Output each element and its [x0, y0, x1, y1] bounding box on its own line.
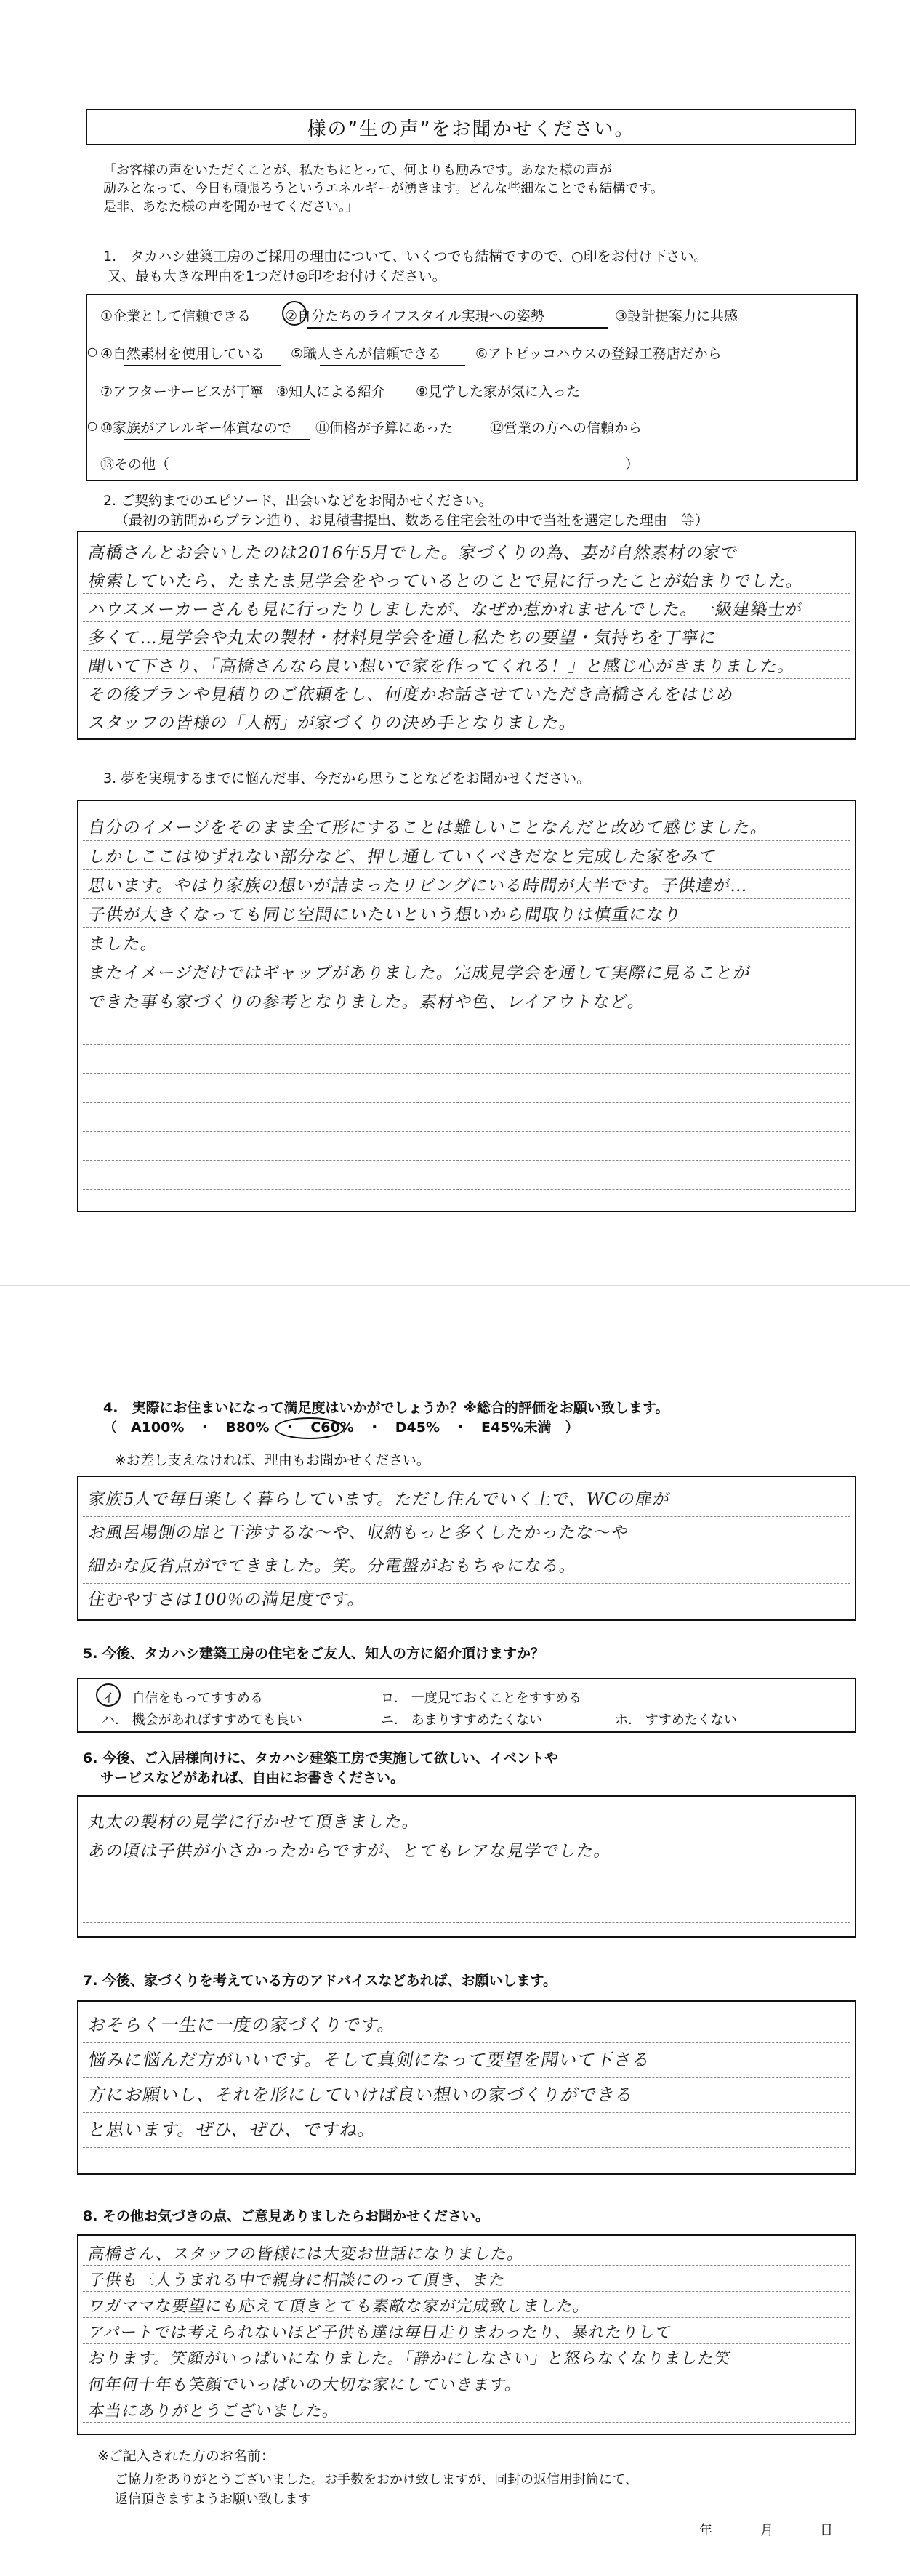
- option-12[interactable]: ⑫営業の方への信頼から: [490, 420, 643, 436]
- handwritten-line: ワガママな要望にも応えて頂きとても素敵な家が完成致しました。: [86, 2298, 592, 2316]
- handwritten-line: 高橋さん、スタッフの皆様には大変お世話になりました。: [86, 2245, 526, 2263]
- ruled-line: [83, 2317, 850, 2318]
- selected-circle-mark: [96, 1683, 121, 1707]
- handwritten-line: お風呂場側の扉と干渉するな〜や、収納もっと多くしたかったな〜や: [86, 1524, 631, 1542]
- option-11[interactable]: ⑪価格が予算にあった: [315, 420, 454, 436]
- ruled-line: [83, 840, 850, 841]
- handwritten-line: 検索していたら、たまたま見学会をやっているとのことで見に行ったことが始まりでした。: [86, 572, 805, 591]
- ruled-line: [83, 593, 850, 594]
- handwritten-line: アパートでは考えられないほど子供も達は毎日走りまわったり、暴れたりして: [86, 2324, 674, 2342]
- selected-circle-mark: [275, 1417, 345, 1439]
- q5-options-box: [77, 1678, 856, 1733]
- option-13[interactable]: ⑬その他（ ）: [100, 456, 640, 472]
- q5-option-ho[interactable]: ホ. すすめたくない: [615, 1712, 737, 1728]
- name-label: ※ご記入された方のお名前：: [97, 2448, 275, 2464]
- underline-mark: [124, 365, 281, 366]
- ruled-line: [83, 1044, 850, 1045]
- handwritten-line: おります。笑顔がいっぱいになりました。「静かにしなさい」と怒らなくなりました笑: [86, 2350, 733, 2368]
- option-9[interactable]: ⑨見学した家が気に入った: [416, 384, 581, 400]
- underline-mark: [307, 327, 608, 329]
- q5-option-ha[interactable]: ハ. 機会があればすすめても良い: [102, 1712, 302, 1728]
- handwritten-line: その後プランや見積りのご依頼をし、何度かお話させていただき高橋さんをはじめ: [86, 685, 736, 704]
- ruled-line: [83, 1583, 850, 1584]
- ruled-line: [83, 2077, 850, 2078]
- intro-line: 「お客様の声をいただくことが、私たちにとって、何よりも励みです。あなた様の声が: [103, 163, 612, 178]
- handwritten-line: またイメージだけではギャップがありました。完成見学会を通して実際に見ることが: [86, 964, 753, 983]
- handwritten-line: しかしここはゆずれない部分など、押し通していくべきだなと完成した家をみて: [86, 848, 718, 866]
- handwritten-line: 自分のイメージをそのまま全て形にすることは難しいことなんだと改めて感じました。: [86, 818, 770, 837]
- q1-options-box: [86, 294, 858, 481]
- ruled-line: [83, 1160, 850, 1161]
- handwritten-line: 子供も三人うまれる中で親身に相談にのって頂き、また: [86, 2271, 507, 2290]
- q5-option-ro[interactable]: ロ. 一度見ておくことをすすめる: [381, 1691, 581, 1706]
- handwritten-line: 何年何十年も笑顔でいっぱいの大切な家にしていきます。: [86, 2376, 524, 2394]
- intro-text: [103, 161, 845, 216]
- q2-line2: （最初の訪問からプラン造り、お見積書提出、数ある住宅会社の中で当社を選定した理由 等）: [115, 512, 709, 528]
- q6-heading: [83, 1749, 558, 1788]
- handwritten-line: 多くて…見学会や丸太の製材・材料見学会を通し私たちの要望・気持ちを丁寧に: [86, 629, 718, 648]
- q4-note: ※お差し支えなければ、理由もお聞かせください。: [115, 1452, 430, 1468]
- q4-line1: 4. 実際にお住まいになって満足度はいかがでしょうか？※総合的評価をお願い致します。: [103, 1400, 669, 1416]
- q8-heading: 8. その他お気づきの点、ご意見ありましたらお聞かせください。: [83, 2208, 490, 2224]
- ruled-line: [83, 1516, 850, 1517]
- q6-line2: サービスなどがあれば、自由にお書きください。: [100, 1770, 405, 1786]
- handwritten-line: ハウスメーカーさんも見に行ったりしましたが、なぜか惹かれませんでした。一級建築士が: [86, 600, 805, 619]
- handwritten-line: 子供が大きくなっても同じ空間にいたいという想いから間取りは慎重になり: [86, 906, 683, 925]
- q4-heading: [103, 1398, 669, 1438]
- q7-heading: 7. 今後、家づくりを考えている方のアドバイスなどあれば、お願いします。: [83, 1973, 557, 1989]
- q8-answer-box[interactable]: [77, 2234, 856, 2435]
- thanks-line: ご協力をありがとうございました。お手数をおかけ致しますが、同封の返信用封筒にて、: [115, 2472, 638, 2487]
- q1-heading: [103, 247, 708, 286]
- ruled-line: [83, 621, 850, 622]
- handwritten-line: 高橋さんとお会いしたのは2016年5月でした。家づくりの為、妻が自然素材の家で: [86, 544, 741, 563]
- handwritten-line: できた事も家づくりの参考となりました。素材や色、レイアウトなど。: [86, 993, 648, 1012]
- check-mark: ○: [87, 419, 97, 432]
- q3-heading: [103, 769, 590, 789]
- option-2[interactable]: ②自分たちのライフスタイル実現への姿勢: [285, 308, 544, 324]
- handwritten-line: 思います。やはり家族の想いが詰まったリビングにいる時間が大半です。子供達が…: [86, 877, 750, 895]
- ruled-line: [83, 869, 850, 870]
- option-4[interactable]: ④自然素材を使用している: [100, 346, 265, 362]
- q1-line1: 1. タカハシ建築工房のご採用の理由について、いくつでも結構ですので、○印をお付け下さい。: [103, 249, 708, 265]
- thanks-text: [115, 2470, 638, 2509]
- handwritten-line: 方にお願いし、それを形にしていけば良い想いの家づくりができる: [86, 2085, 636, 2105]
- handwritten-line: 聞いて下さり、「高橋さんなら良い想いで家を作ってくれる！」と感じ心がきまりました。: [86, 657, 797, 676]
- ruled-line: [83, 2112, 850, 2113]
- day-label: 日: [820, 2523, 833, 2538]
- option-8[interactable]: ⑧知人による紹介: [276, 384, 386, 400]
- handwritten-line: と思います。ぜひ、ぜひ、ですね。: [86, 2120, 379, 2140]
- option-3[interactable]: ③設計提案力に共感: [615, 308, 738, 324]
- q5-heading: 5. 今後、タカハシ建築工房の住宅をご友人、知人の方に紹介頂けますか？: [83, 1646, 545, 1662]
- ruled-line: [83, 2147, 850, 2148]
- q3-answer-box[interactable]: [77, 800, 856, 1212]
- ruled-line: [83, 1922, 850, 1923]
- option-7[interactable]: ⑦アフターサービスが丁寧: [100, 384, 264, 400]
- option-6[interactable]: ⑥アトピッコハウスの登録工務店だから: [475, 346, 722, 362]
- thanks-line: 返信頂きますようお願い致します: [115, 2492, 311, 2507]
- handwritten-line: おそらく一生に一度の家づくりです。: [86, 2015, 398, 2035]
- handwritten-line: 家族5人で毎日楽しく暮らしています。ただし住んでいく上で、WCの扉が: [86, 1490, 672, 1509]
- handwritten-line: 悩みに悩んだ方がいいです。そして真剣になって要望を聞いて下さる: [86, 2050, 653, 2070]
- ruled-line: [83, 650, 850, 651]
- ruled-line: [83, 2265, 850, 2266]
- q3-line1: 3. 夢を実現するまでに悩んだ事、今だから思うことなどをお聞かせください。: [103, 770, 591, 786]
- double-circle-mark: [282, 301, 307, 326]
- ruled-line: [83, 678, 850, 679]
- handwritten-line: あの頃は子供が小さかったからですが、とてもレアな見学でした。: [86, 1842, 613, 1861]
- page-title: 様の”生の声”をお聞かせください。: [86, 109, 856, 145]
- handwritten-line: 丸太の製材の見学に行かせて頂きました。: [86, 1813, 422, 1832]
- q5-option-ni[interactable]: ニ. あまりすすめたくない: [381, 1712, 542, 1728]
- intro-line: 是非、あなた様の声を聞かせてください。」: [103, 199, 358, 214]
- q2-answer-box[interactable]: [77, 531, 856, 740]
- intro-line: 励みとなって、今日も頑張ろうというエネルギーが湧きます。どんな些細なことでも結構です。: [103, 181, 664, 196]
- q6-line1: 6. 今後、ご入居様向けに、タカハシ建築工房で実施して欲しい、イベントや: [83, 1750, 559, 1766]
- option-1[interactable]: ①企業として信頼できる: [100, 308, 251, 324]
- handwritten-line: スタッフの皆様の「人柄」が家づくりの決め手となりました。: [86, 714, 579, 733]
- ruled-line: [83, 898, 850, 899]
- ruled-line: [83, 2291, 850, 2292]
- q2-line1: 2. ご契約までのエピソード、出会いなどをお聞かせください。: [103, 493, 493, 509]
- page-separator: [0, 1285, 910, 1286]
- ruled-line: [83, 1189, 850, 1190]
- ruled-line: [83, 1102, 850, 1103]
- option-5[interactable]: ⑤職人さんが信頼できる: [291, 346, 442, 362]
- ruled-line: [83, 2343, 850, 2344]
- year-label: 年: [699, 2523, 712, 2538]
- handwritten-line: 細かな反省点がでてきました。笑。分電盤がおもちゃになる。: [86, 1557, 579, 1576]
- handwritten-line: 住むやすさは100％の満足度です。: [86, 1590, 367, 1609]
- ruled-line: [83, 1131, 850, 1132]
- q5-option-i[interactable]: イ. 自信をもってすすめる: [102, 1691, 263, 1706]
- q4-scale[interactable]: （ A100% ・ B80% ・ C60% ・ D45% ・ E45%未満 ）: [103, 1420, 579, 1436]
- underline-mark: [124, 439, 310, 440]
- check-mark: ○: [87, 345, 97, 358]
- q7-answer-box[interactable]: [77, 2000, 856, 2175]
- q2-heading: [103, 491, 709, 531]
- ruled-line: [83, 1073, 850, 1074]
- q1-line2: 又、最も大きな理由を1つだけ◎印をお付けください。: [108, 268, 446, 284]
- underline-mark: [320, 365, 465, 366]
- option-10[interactable]: ⑩家族がアレルギー体質なので: [100, 420, 291, 436]
- handwritten-line: ました。: [86, 935, 160, 954]
- q4-answer-box[interactable]: [77, 1476, 856, 1621]
- ruled-line: [83, 2422, 850, 2423]
- ruled-line: [83, 2042, 850, 2043]
- month-label: 月: [760, 2523, 773, 2538]
- q6-answer-box[interactable]: [77, 1795, 856, 1938]
- ruled-line: [83, 927, 850, 928]
- handwritten-line: 本当にありがとうございました。: [86, 2402, 341, 2420]
